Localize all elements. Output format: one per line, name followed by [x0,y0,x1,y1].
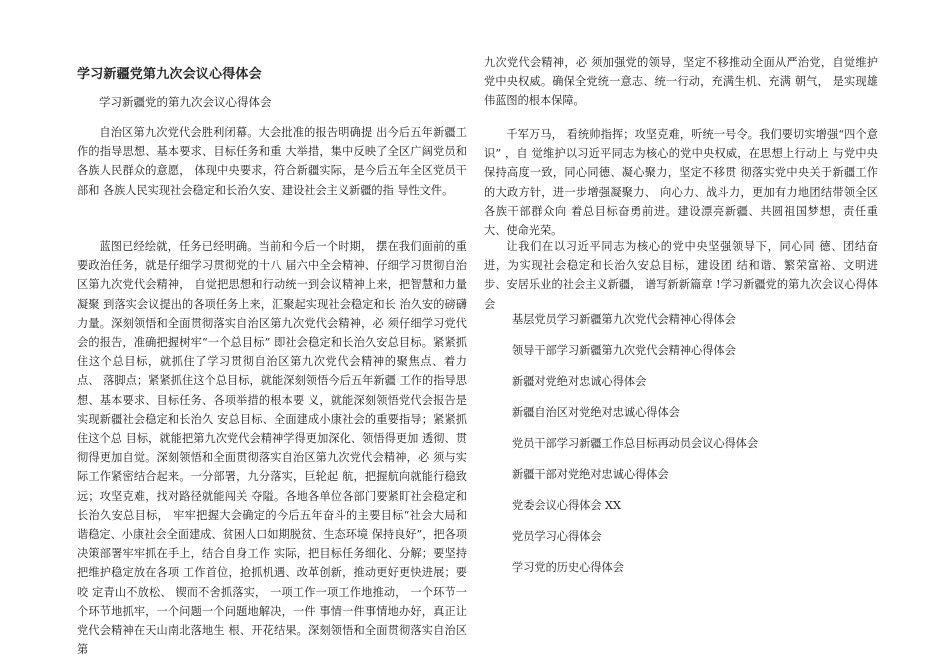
related-link[interactable]: 党委会议心得体会 XX [512,499,621,512]
document-subtitle: 学习新疆党的第九次会议心得体会 [99,95,272,109]
related-link[interactable]: 领导干部学习新疆第九次党代会精神心得体会 [512,344,736,357]
related-links-list [512,310,758,589]
related-link[interactable]: 党员学习心得体会 [512,530,602,543]
right-paragraph-2: 千军万马， 看统帅指挥；攻坚克难，听统一号令。我们要切实增强“四个意识” ，自 觉维护以习近平同志为核心的党中央权威，在思想上行动上 与党中央保持高度一致，同心同德、凝心聚力，坚定不移贯 彻落实党中央关于新疆工作的大政方针，进一步增强凝聚力、 向心力、战斗力，更加有力地团结带领全区各族干部群众向 着总目标奋勇前进。建设漂亮新疆、共圆祖国梦想，责任重大、使命光荣。 [484,128,878,238]
right-paragraph-3: 让我们在以习近平同志为核心的党中央坚强领导下，同心同 德、团结奋进，为实现社会稳定和长治久安总目标，建设团 结和谐、繁荣富裕、文明进步、安居乐业的社会主义新疆， 谱写新新篇章 !学习新疆党的第九次会议心得体会 [484,240,878,311]
document-title: 学习新疆党第九次会议心得体会 [77,67,262,82]
related-link[interactable]: 新疆自治区对党绝对忠诚心得体会 [512,406,680,419]
related-link[interactable]: 新疆对党绝对忠诚心得体会 [512,375,647,388]
related-link[interactable]: 学习党的历史心得体会 [512,561,624,574]
left-paragraph-2: 蓝图已经绘就，任务已经明确。当前和今后一个时期， 摆在我们面前的重要政治任务，就是仔细学习贯彻党的十八 届六中全会精神、仔细学习贯彻自治区第九次党代会精神， 自觉把思想和行动统一到会议精神上来，把智慧和力量凝聚 到落实会议提出的各项任务上来，汇聚起实现社会稳定和长 治久安的磅礴力量。深刻领悟和全面贯彻落实自治区第九次党代会精神，必 须仔细学习党代会的报告，准确把握树牢“一个总目标” 即社会稳定和长治久安总目标。紧紧抓住这个总目标，就抓住了学习贯彻自治区第九次党代会精神的聚焦点、着力点、 落脚点；紧紧抓住这个总目标，就能深刻领悟今后五年新疆 工作的指导思想、基本要求、目标任务、各项举措的根本要 义，就能深刻领悟党代会报告是实现新疆社会稳定和长治久 安总目标、全面建成小康社会的重要指导；紧紧抓住这个总 目标，就能把第九次党代会精神学得更加深化、领悟得更加 透彻、贯彻得更加自觉。深刻领悟和全面贯彻落实自治区第九次党代会精神，必 须与实际工作紧密结合起来。一分部署，九分落实，巨轮起 航，把握航向就能行稳致远；攻坚克难，找对路径就能闯关 夺隘。各地各单位各部门要紧盯社会稳定和长治久安总目标， 牢牢把握大会确定的今后五年奋斗的主要目标“社会大局和 谐稳定、小康社会全面建成、贫困人口如期脱贫、生态环境 保持良好”，把各项决策部署牢牢抓在手上，结合自身工作 实际，把目标任务细化、分解；要坚持把维护稳定放在各项 工作首位，抢抓机遇、改革创新，推动更好更快进展；要咬 定青山不放松、 锲而不舍抓落实， 一项工作一项工作地推动， 一个环节一个环节地抓牢，一个问题一个问题地解决，一件 事情一件事情地办好，真正让党代会精神在天山南北落地生 根、开花结果。深刻领悟和全面贯彻落实自治区第 [77,240,467,657]
related-link[interactable]: 党员干部学习新疆工作总目标再动员会议心得体会 [512,437,759,450]
related-link[interactable]: 基层党员学习新疆第九次党代会精神心得体会 [512,313,736,326]
right-paragraph-1: 九次党代会精神，必 须加强党的领导，坚定不移推动全面从严治党，自觉维护党中央权威。确保全党统一意志、统一行动，充满生机、充满 朝气， 是实现雄伟蓝图的根本保障。 [484,56,878,108]
related-link[interactable]: 新疆干部对党绝对忠诚心得体会 [512,468,669,481]
left-paragraph-1: 自治区第九次党代会胜利闭幕。大会批准的报告明确提 出今后五年新疆工作的指导思想、基本要求、目标任务和重 大举措，集中反映了全区广阔党员和各族人民群众的意愿， 体现中央要求，符合新疆实际，是今后五年全区党员干部和 各族人民实现社会稳定和长治久安、建设社会主义新疆的指 导性文件。 [77,126,467,197]
